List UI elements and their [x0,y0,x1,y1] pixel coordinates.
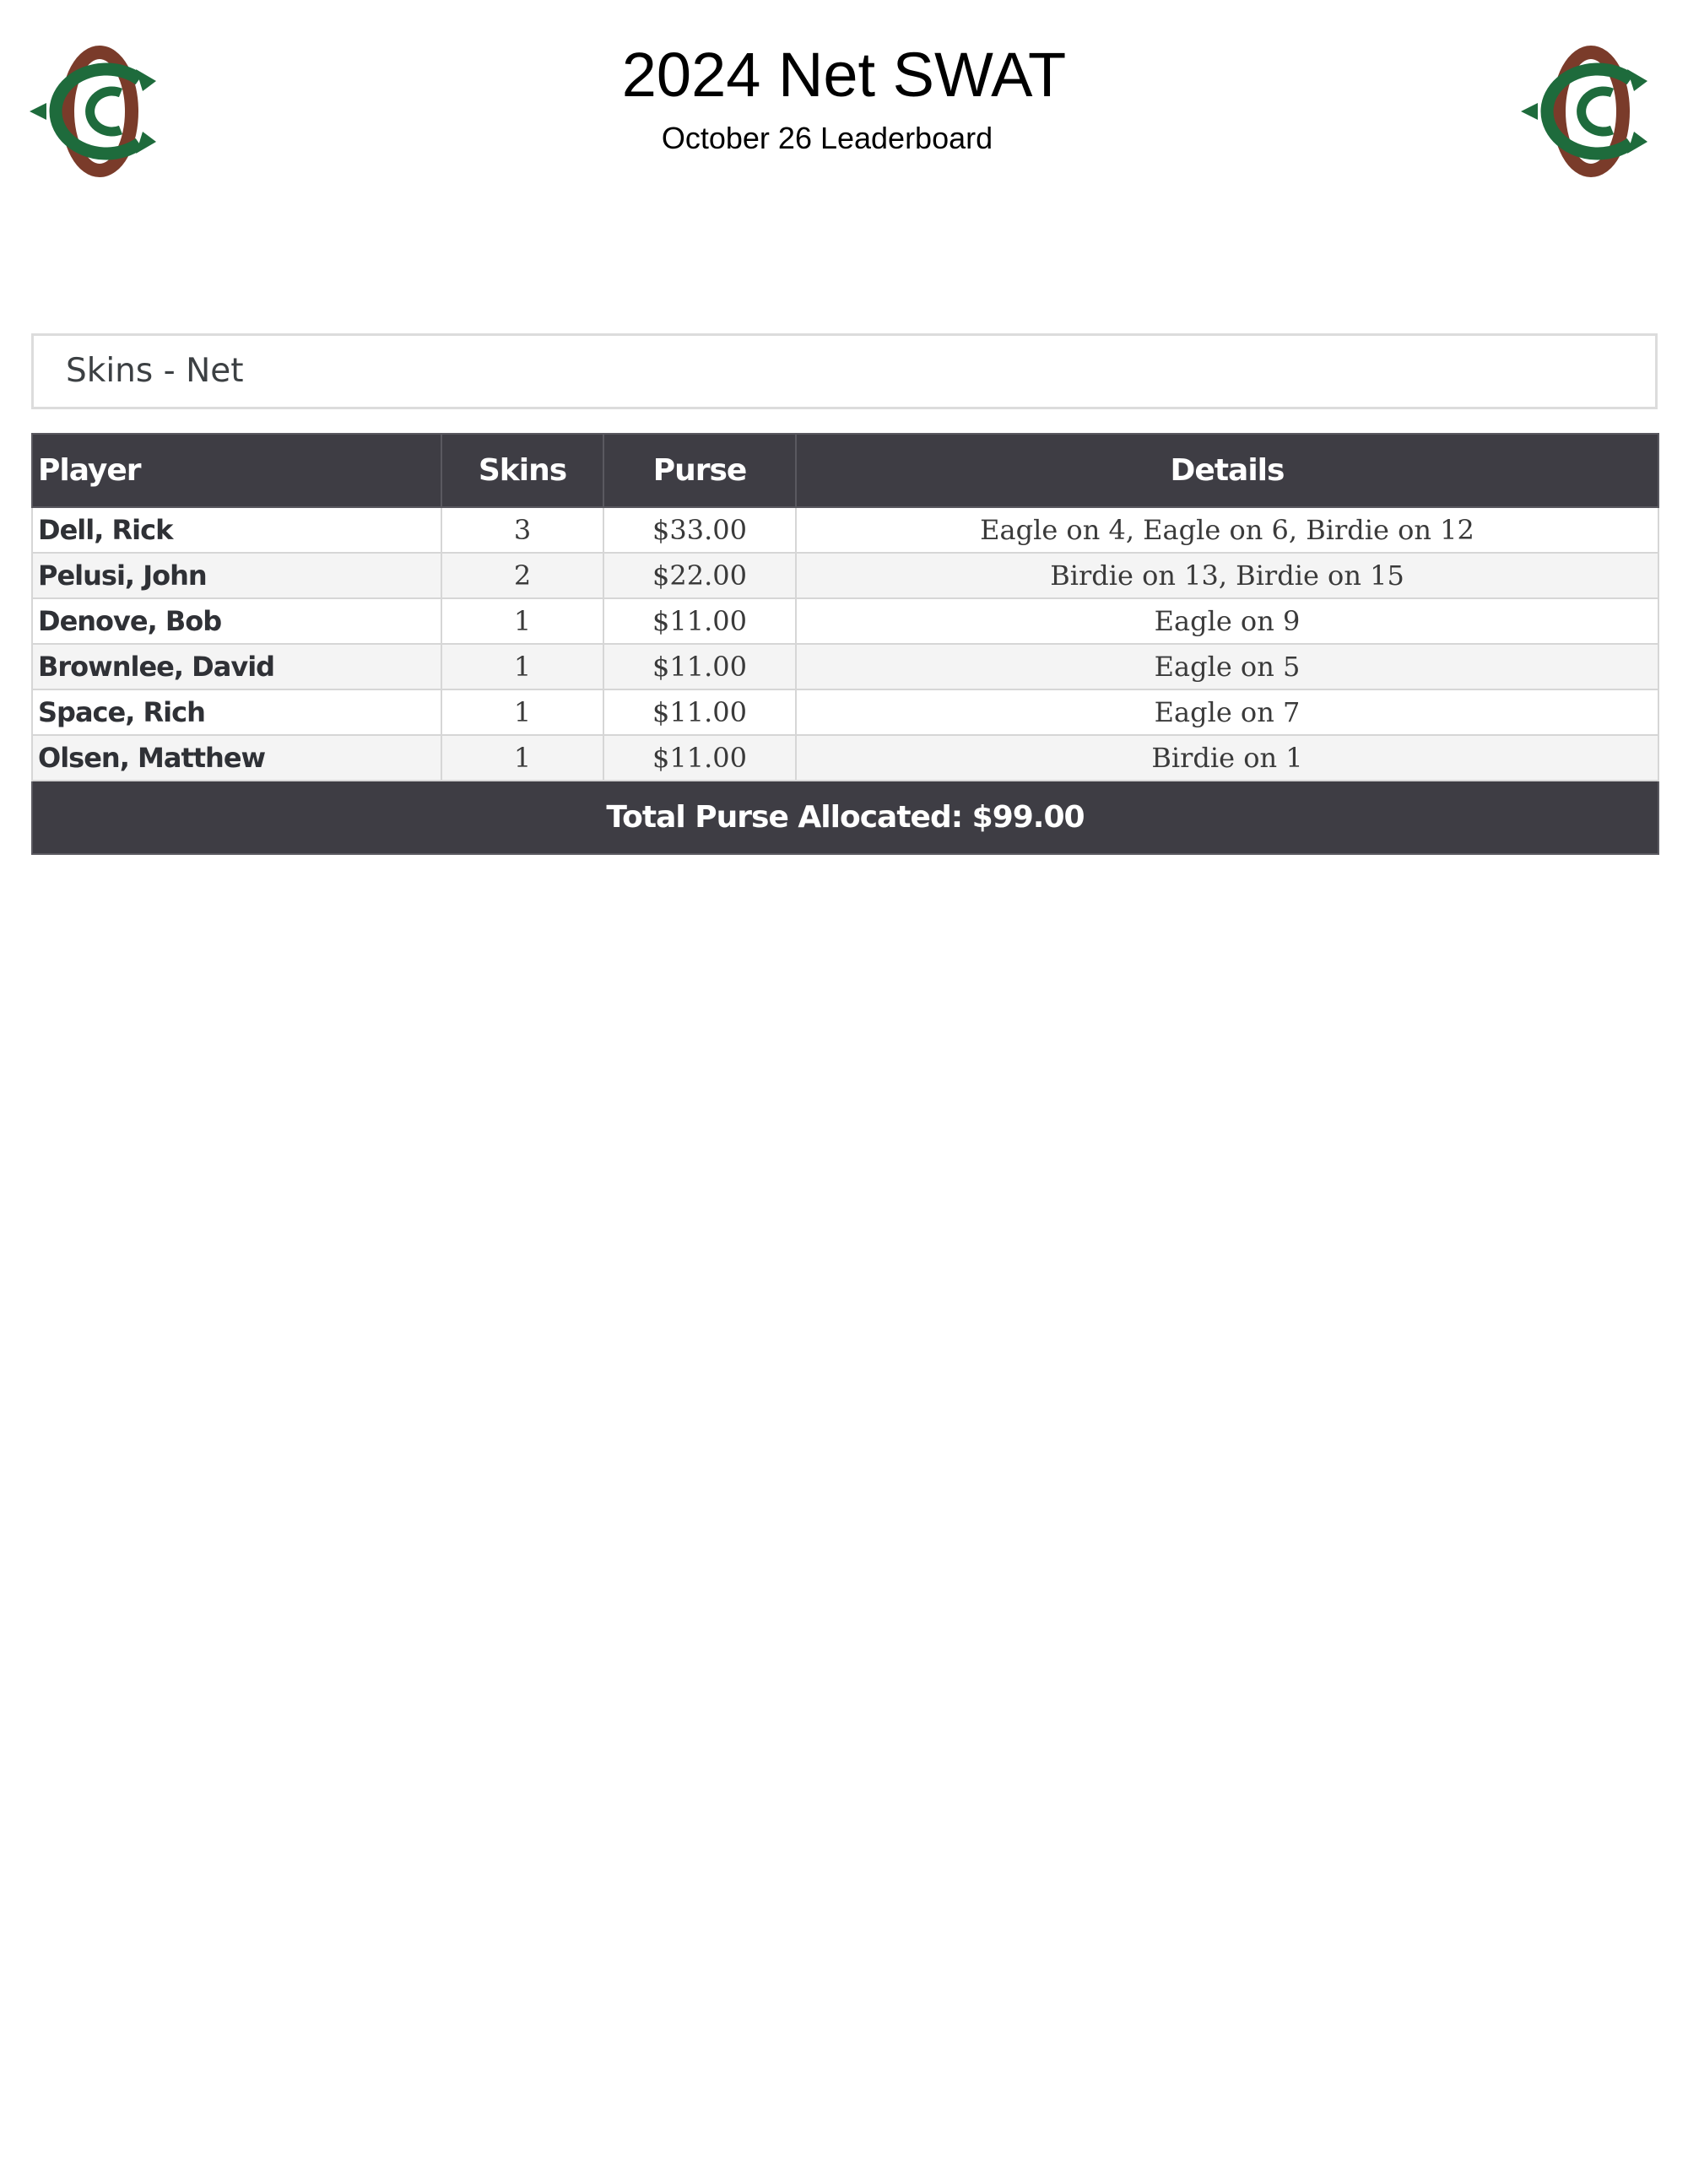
skin-details: Eagle on 7 [796,689,1658,735]
table-header-row [32,434,1658,507]
column-header-player: Player [32,434,441,507]
skin-details: Eagle on 9 [796,598,1658,644]
purse-amount: $11.00 [603,598,796,644]
table-row [32,553,1658,598]
skin-details: Eagle on 5 [796,644,1658,689]
table-row [32,735,1658,781]
skins-table [31,433,1659,855]
skin-details: Birdie on 13, Birdie on 15 [796,553,1658,598]
purse-amount: $22.00 [603,553,796,598]
purse-amount: $11.00 [603,735,796,781]
skins-count: 1 [441,735,603,781]
table-footer-row [32,781,1658,854]
section-title: Skins - Net [66,352,244,390]
player-name: Dell, Rick [32,507,441,553]
player-name: Pelusi, John [32,553,441,598]
table-row [32,507,1658,553]
page-subtitle: October 26 Leaderboard [661,121,993,155]
skins-count: 1 [441,689,603,735]
skin-details: Birdie on 1 [796,735,1658,781]
player-name: Space, Rich [32,689,441,735]
page-header [0,0,1688,194]
column-header-details: Details [796,434,1658,507]
skin-details: Eagle on 4, Eagle on 6, Birdie on 12 [796,507,1658,553]
column-header-purse: Purse [603,434,796,507]
player-name: Brownlee, David [32,644,441,689]
table-row [32,644,1658,689]
page-title: 2024 Net SWAT [621,40,1067,110]
purse-amount: $33.00 [603,507,796,553]
club-logo-right [1519,44,1663,179]
skins-count: 1 [441,598,603,644]
total-purse: Total Purse Allocated: $99.00 [32,781,1658,854]
skins-count: 3 [441,507,603,553]
skins-count: 1 [441,644,603,689]
player-name: Olsen, Matthew [32,735,441,781]
table-row [32,689,1658,735]
purse-amount: $11.00 [603,644,796,689]
purse-amount: $11.00 [603,689,796,735]
skins-count: 2 [441,553,603,598]
section-header [31,333,1658,409]
player-name: Denove, Bob [32,598,441,644]
column-header-skins: Skins [441,434,603,507]
table-row [32,598,1658,644]
